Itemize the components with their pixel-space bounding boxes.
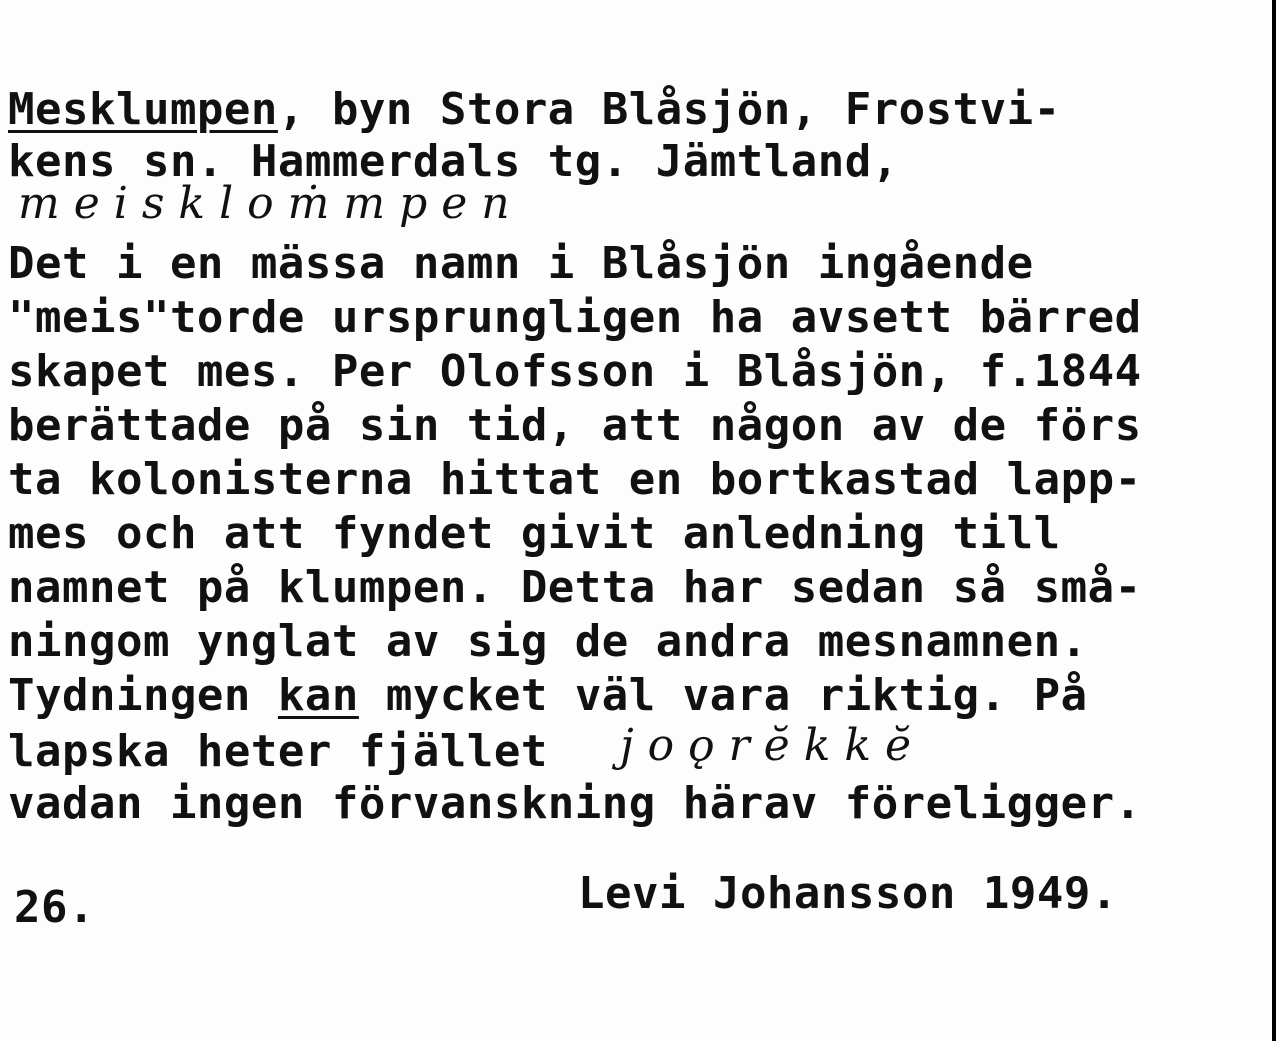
line-10: ningom ynglat av sig de andra mesnamnen. [8, 616, 1088, 667]
pronunciation-handwritten-1: meiskloṁmpen [18, 178, 524, 229]
line-1-rest: , byn Stora Blåsjön, Frostvi- [277, 84, 1061, 135]
signature: Levi Johansson 1949. [578, 868, 1118, 919]
emphasized-kan: kan [277, 670, 359, 721]
line-1 [8, 82, 1061, 138]
line-11-post: mycket väl vara riktig. På [358, 670, 1088, 721]
line-12: lapska heter fjället [8, 726, 548, 777]
line-4: "meis"torde ursprungligen ha avsett bärred [8, 292, 1142, 343]
line-3: Det i en mässa namn i Blåsjön ingående [8, 238, 1034, 289]
line-13: vadan ingen förvanskning härav föreligger. [8, 778, 1142, 829]
line-7: ta kolonisterna hittat en bortkastad lapp- [8, 454, 1142, 505]
line-11 [8, 668, 1088, 724]
card-number: 26. [14, 882, 95, 933]
line-11-pre: Tydningen [8, 670, 278, 721]
line-2: kens sn. Hammerdals tg. Jämtland, [8, 136, 899, 187]
line-8: mes och att fyndet givit anledning till [8, 508, 1061, 559]
pronunciation-handwritten-2: joǫrĕkkĕ [620, 720, 926, 771]
headword: Mesklumpen [8, 84, 278, 135]
card-edge [1272, 0, 1276, 1041]
line-9: namnet på klumpen. Detta har sedan så små- [8, 562, 1142, 613]
line-6: berättade på sin tid, att någon av de förs [8, 400, 1142, 451]
line-5: skapet mes. Per Olofsson i Blåsjön, f.1844 [8, 346, 1142, 397]
